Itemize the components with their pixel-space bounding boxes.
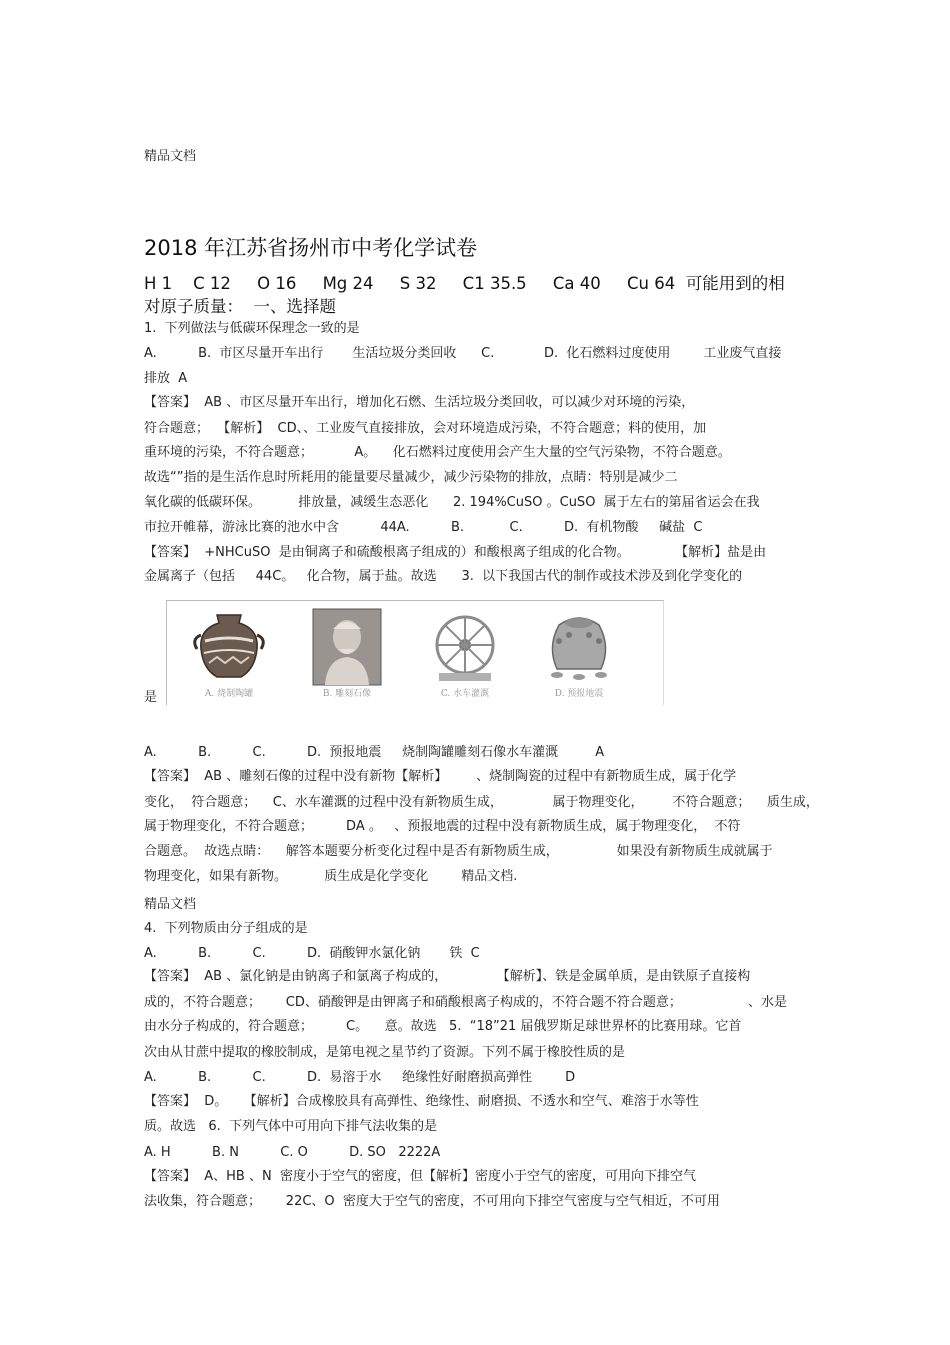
text-line: 次由从甘蔗中提取的橡胶制成，是第电视之星节约了资源。下列不属于橡胶性质的是 xyxy=(144,1045,626,1060)
text-line: 市拉开帷幕，游泳比赛的池水中含 44A. B. C. D. 有机物酸 碱盐 C xyxy=(144,520,703,535)
text-line: A. B. C. D. 易溶于水 绝缘性好耐磨损高弹性 D xyxy=(144,1070,576,1085)
text-line: A. B. 市区尽量开车出行 生活垃圾分类回收 C. D. 化石燃料过度使用 工业废气直接 xyxy=(144,346,782,361)
figure-caption: C. 水车灌溉 xyxy=(440,689,490,699)
figure-caption: B. 雕刻石像 xyxy=(322,689,372,699)
atomic-mass-line: H 1 C 12 O 16 Mg 24 S 32 C1 35.5 Ca 40 Cu 64 可能用到的相 xyxy=(144,274,785,293)
text-line: 【答案】 A、HB 、N 密度小于空气的密度，但【解析】密度小于空气的密度，可用向下排空气 xyxy=(144,1169,696,1184)
text-line: 【答案】 AB 、氯化钠是由钠离子和氯离子构成的， 【解析】、铁是金属单质，是由铁原子直接构 xyxy=(144,969,751,984)
figure-panel xyxy=(166,600,664,705)
text-line: 物理变化，如果有新物。 质生成是化学变化 精品文档. xyxy=(144,869,518,884)
page-header: 精品文档 xyxy=(144,149,197,164)
text-line: 4. 下列物质由分子组成的是 xyxy=(144,921,308,936)
page-title: 2018 年江苏省扬州市中考化学试卷 xyxy=(144,236,478,260)
text-line: 【答案】 AB 、市区尽量开车出行，增加化石燃、生活垃圾分类回收，可以减少对环境的污染， xyxy=(144,395,695,410)
text-line: A. B. C. D. 预报地震 烧制陶罐雕刻石像水车灌溉 A xyxy=(144,745,605,760)
text-line: 氧化碳的低碳环保。 排放量，减缓生态恶化 2. 194%CuSO 。CuSO 属于左右的第届省运会在我 xyxy=(144,495,760,510)
text-line: 质。故选 6. 下列气体中可用向下排气法收集的是 xyxy=(144,1119,438,1134)
text-line: 成的，不符合题意； CD、硝酸钾是由钾离子和硝酸根离子构成的，不符合题不符合题意； 、水是 xyxy=(144,995,787,1010)
text-line: 合题意。 故选点睛： 解答本题要分析变化过程中是否有新物质生成， 如果没有新物质生成就属于 xyxy=(144,844,773,859)
seismoscope-image xyxy=(529,607,629,701)
text-line: 属于物理变化，不符合题意； DA 。 、预报地震的过程中没有新物质生成，属于物理变化， 不符 xyxy=(144,819,741,834)
text-line: 由水分子构成的，符合题意； C。 意。故选 5. “18”21 届俄罗斯足球世界杯的比赛用球。它首 xyxy=(144,1019,742,1034)
text-line: 【答案】 D。 【解析】合成橡胶具有高弹性、绝缘性、耐磨损、不透水和空气、难溶于水等性 xyxy=(144,1094,699,1109)
water-wheel-image xyxy=(415,607,515,701)
text-line: 变化， 符合题意； C、水车灌溉的过程中没有新物质生成， 属于物理变化， 不符合题意； 质生成， xyxy=(144,795,819,810)
text-line: A. B. C. D. 硝酸钾水氯化钠 铁 C xyxy=(144,946,480,961)
text-line: 故选“”指的是生活作息时所耗用的能量要尽量减少，减少污染物的排放，点睛：特别是减少二 xyxy=(144,470,678,485)
pottery-jar-image xyxy=(179,607,279,701)
figure-caption: A. 烧制陶罐 xyxy=(204,689,254,699)
page-footer-header: 精品文档 xyxy=(144,897,197,912)
figure-lead-text: 是 xyxy=(144,690,158,705)
text-line: 法收集，符合题意； 22C、O 密度大于空气的密度，不可用向下排空气密度与空气相近，不可用 xyxy=(144,1194,720,1209)
text-line: 符合题意； 【解析】 CD、、工业废气直接排放，会对环境造成污染，不符合题意；料的使用，加 xyxy=(144,421,707,436)
text-line: 金属离子（包括 44C。 化合物，属于盐。故选 3. 以下我国古代的制作或技术涉及到化学变化的 xyxy=(144,569,743,584)
text-line: 1. 下列做法与低碳环保理念一致的是 xyxy=(144,321,360,336)
text-line: 【答案】 AB 、雕刻石像的过程中没有新物【解析】 、烧制陶瓷的过程中有新物质生成，属于化学 xyxy=(144,769,737,784)
text-line: 重环境的污染，不符合题意； A。 化石燃料过度使用会产生大量的空气污染物，不符合题意。 xyxy=(144,445,731,460)
text-line: A. H B. N C. O D. SO 2222A xyxy=(144,1145,441,1160)
figure-caption: D. 预报地震 xyxy=(554,689,604,699)
stone-statue-image xyxy=(297,607,397,701)
text-line: 排放 A xyxy=(144,371,188,386)
text-line: 【答案】 +NHCuSO 是由铜离子和硫酸根离子组成的）和酸根离子组成的化合物。 【解析】盐是由 xyxy=(144,545,767,560)
atomic-mass-line-2: 对原子质量： 一、选择题 xyxy=(144,297,336,316)
